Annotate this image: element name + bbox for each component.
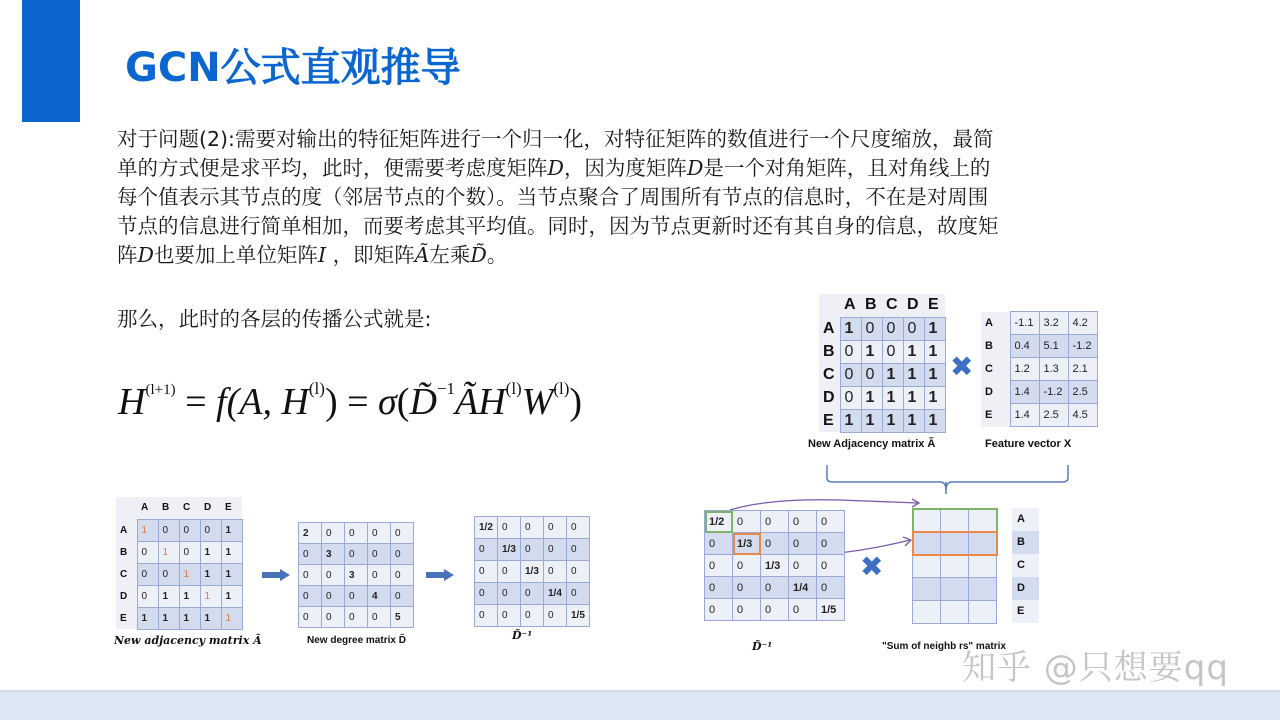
sum-matrix-caption: "Sum of neighb rs" matrix <box>882 641 1006 652</box>
formula-D-tilde: D̃ <box>409 381 437 423</box>
right-arrow-icon <box>426 569 454 581</box>
paragraph-line: 对于问题(2):需要对输出的特征矩阵进行一个归一化，对特征矩阵的数值进行一个尺度缩放，最简 <box>117 127 994 151</box>
adjacency-matrix-top: A B C D E A 1 0 0 0 1 B 0 1 0 1 1 C 0 0 1 1 1 D 0 1 1 1 1 E 1 1 1 1 1 <box>819 294 946 433</box>
text: 。 <box>486 243 508 267</box>
math-D: D <box>137 243 154 267</box>
right-arrow-icon <box>262 569 290 581</box>
text: 是一个对角矩阵，且对角线上的 <box>703 156 991 180</box>
formula-sigma: σ <box>378 381 397 423</box>
formula-sup: (l+1) <box>145 382 176 398</box>
formula-f: f <box>216 381 227 423</box>
math-D: D <box>686 156 704 180</box>
formula-H: H <box>118 381 146 423</box>
text: 单的方式便是求平均，此时，便需要考虑度矩阵 <box>117 156 548 180</box>
formula-args: (A, H <box>226 381 309 423</box>
sum-matrix-row-labels <box>1012 508 1039 623</box>
row-label: A <box>1012 508 1039 531</box>
propagation-formula <box>118 380 582 424</box>
formula-eq: ) = <box>324 381 379 423</box>
formula-sup: (l) <box>505 379 522 399</box>
multiply-icon: ✖ <box>860 550 884 583</box>
inverse-degree-matrix: 1/2 0 0 0 0 0 1/3 0 0 0 0 0 1/3 0 0 0 0 0 1/4 0 0 0 0 0 1/5 <box>474 516 590 627</box>
math-D-tilde: D̃ <box>470 243 487 267</box>
title-accent-bar <box>22 0 80 122</box>
multiply-icon: ✖ <box>950 350 974 383</box>
paragraph-line <box>117 154 1157 183</box>
adjacency-caption-top: New Adjacency matrix Ã <box>808 438 936 450</box>
row-label: B <box>1012 531 1039 554</box>
footer-band <box>0 690 1280 720</box>
formula-eq: = <box>175 381 217 423</box>
degree-caption: New degree matrix D̃ <box>307 635 406 646</box>
math-A-tilde: Ã <box>414 243 430 267</box>
formula-sup: (l) <box>553 379 570 399</box>
row-label: E <box>1012 600 1039 623</box>
body-paragraph <box>117 125 1157 270</box>
text: ，因为度矩阵 <box>563 156 687 180</box>
paragraph-line: 节点的信息进行简单相加，而要考虑其平均值。同时，因为节点更新时还有其自身的信息，故度矩 <box>117 214 999 238</box>
subheading: 那么，此时的各层的传播公式就是: <box>117 307 432 331</box>
formula-sup: (l) <box>308 379 325 399</box>
inverse-degree-matrix-right: 1/2 0 0 0 0 0 1/3 0 0 0 0 0 1/3 0 0 0 0 0 1/4 0 0 0 0 0 1/5 <box>704 510 845 621</box>
paragraph-line <box>117 241 1157 270</box>
row-label: C <box>1012 554 1039 577</box>
inverse-caption-right: D̃⁻¹ <box>752 640 773 653</box>
degree-matrix: 2 0 0 0 0 0 3 0 0 0 0 0 3 0 0 0 0 0 4 0 0 0 0 0 5 <box>298 522 414 628</box>
adjacency-matrix-bottom: A B C D E A 1 0 0 0 1 B 0 1 0 1 1 C 0 0 1 1 1 D 0 1 1 1 1 E 1 1 1 1 1 <box>116 497 243 630</box>
adjacency-caption-bottom: New adjacency matrix Ã <box>114 634 262 647</box>
paragraph-line: 每个值表示其节点的度（邻居节点的个数）。当节点聚合了周围所有节点的信息时，不在是对周围 <box>117 185 989 209</box>
formula-paren: ( <box>396 381 410 423</box>
feature-caption: Feature vector X <box>985 438 1072 450</box>
formula-W: W <box>521 381 554 423</box>
feature-matrix: A -1.1 3.2 4.2 B 0.4 5.1 -1.2 C 1.2 1.3 2.1 D 1.4 -1.2 2.5 E 1.4 2.5 4.5 <box>981 311 1098 427</box>
formula-H: H <box>478 381 506 423</box>
text: 左乘 <box>429 243 471 267</box>
formula-A-tilde: Ã <box>454 381 479 423</box>
text: ，即矩阵 <box>326 243 415 267</box>
sum-of-neighbors-matrix <box>912 508 997 624</box>
formula-paren: ) <box>569 381 583 423</box>
math-D: D <box>547 156 564 180</box>
watermark: 知乎 @只想要qq <box>962 648 1229 688</box>
formula-sup: −1 <box>436 379 455 399</box>
text: 阵 <box>117 243 138 267</box>
slide-title: GCN公式直观推导 <box>125 45 461 91</box>
math-I: I <box>317 243 327 267</box>
text: 也要加上单位矩阵 <box>153 243 318 267</box>
row-label: D <box>1012 577 1039 600</box>
inverse-caption: D̃⁻¹ <box>512 629 533 642</box>
